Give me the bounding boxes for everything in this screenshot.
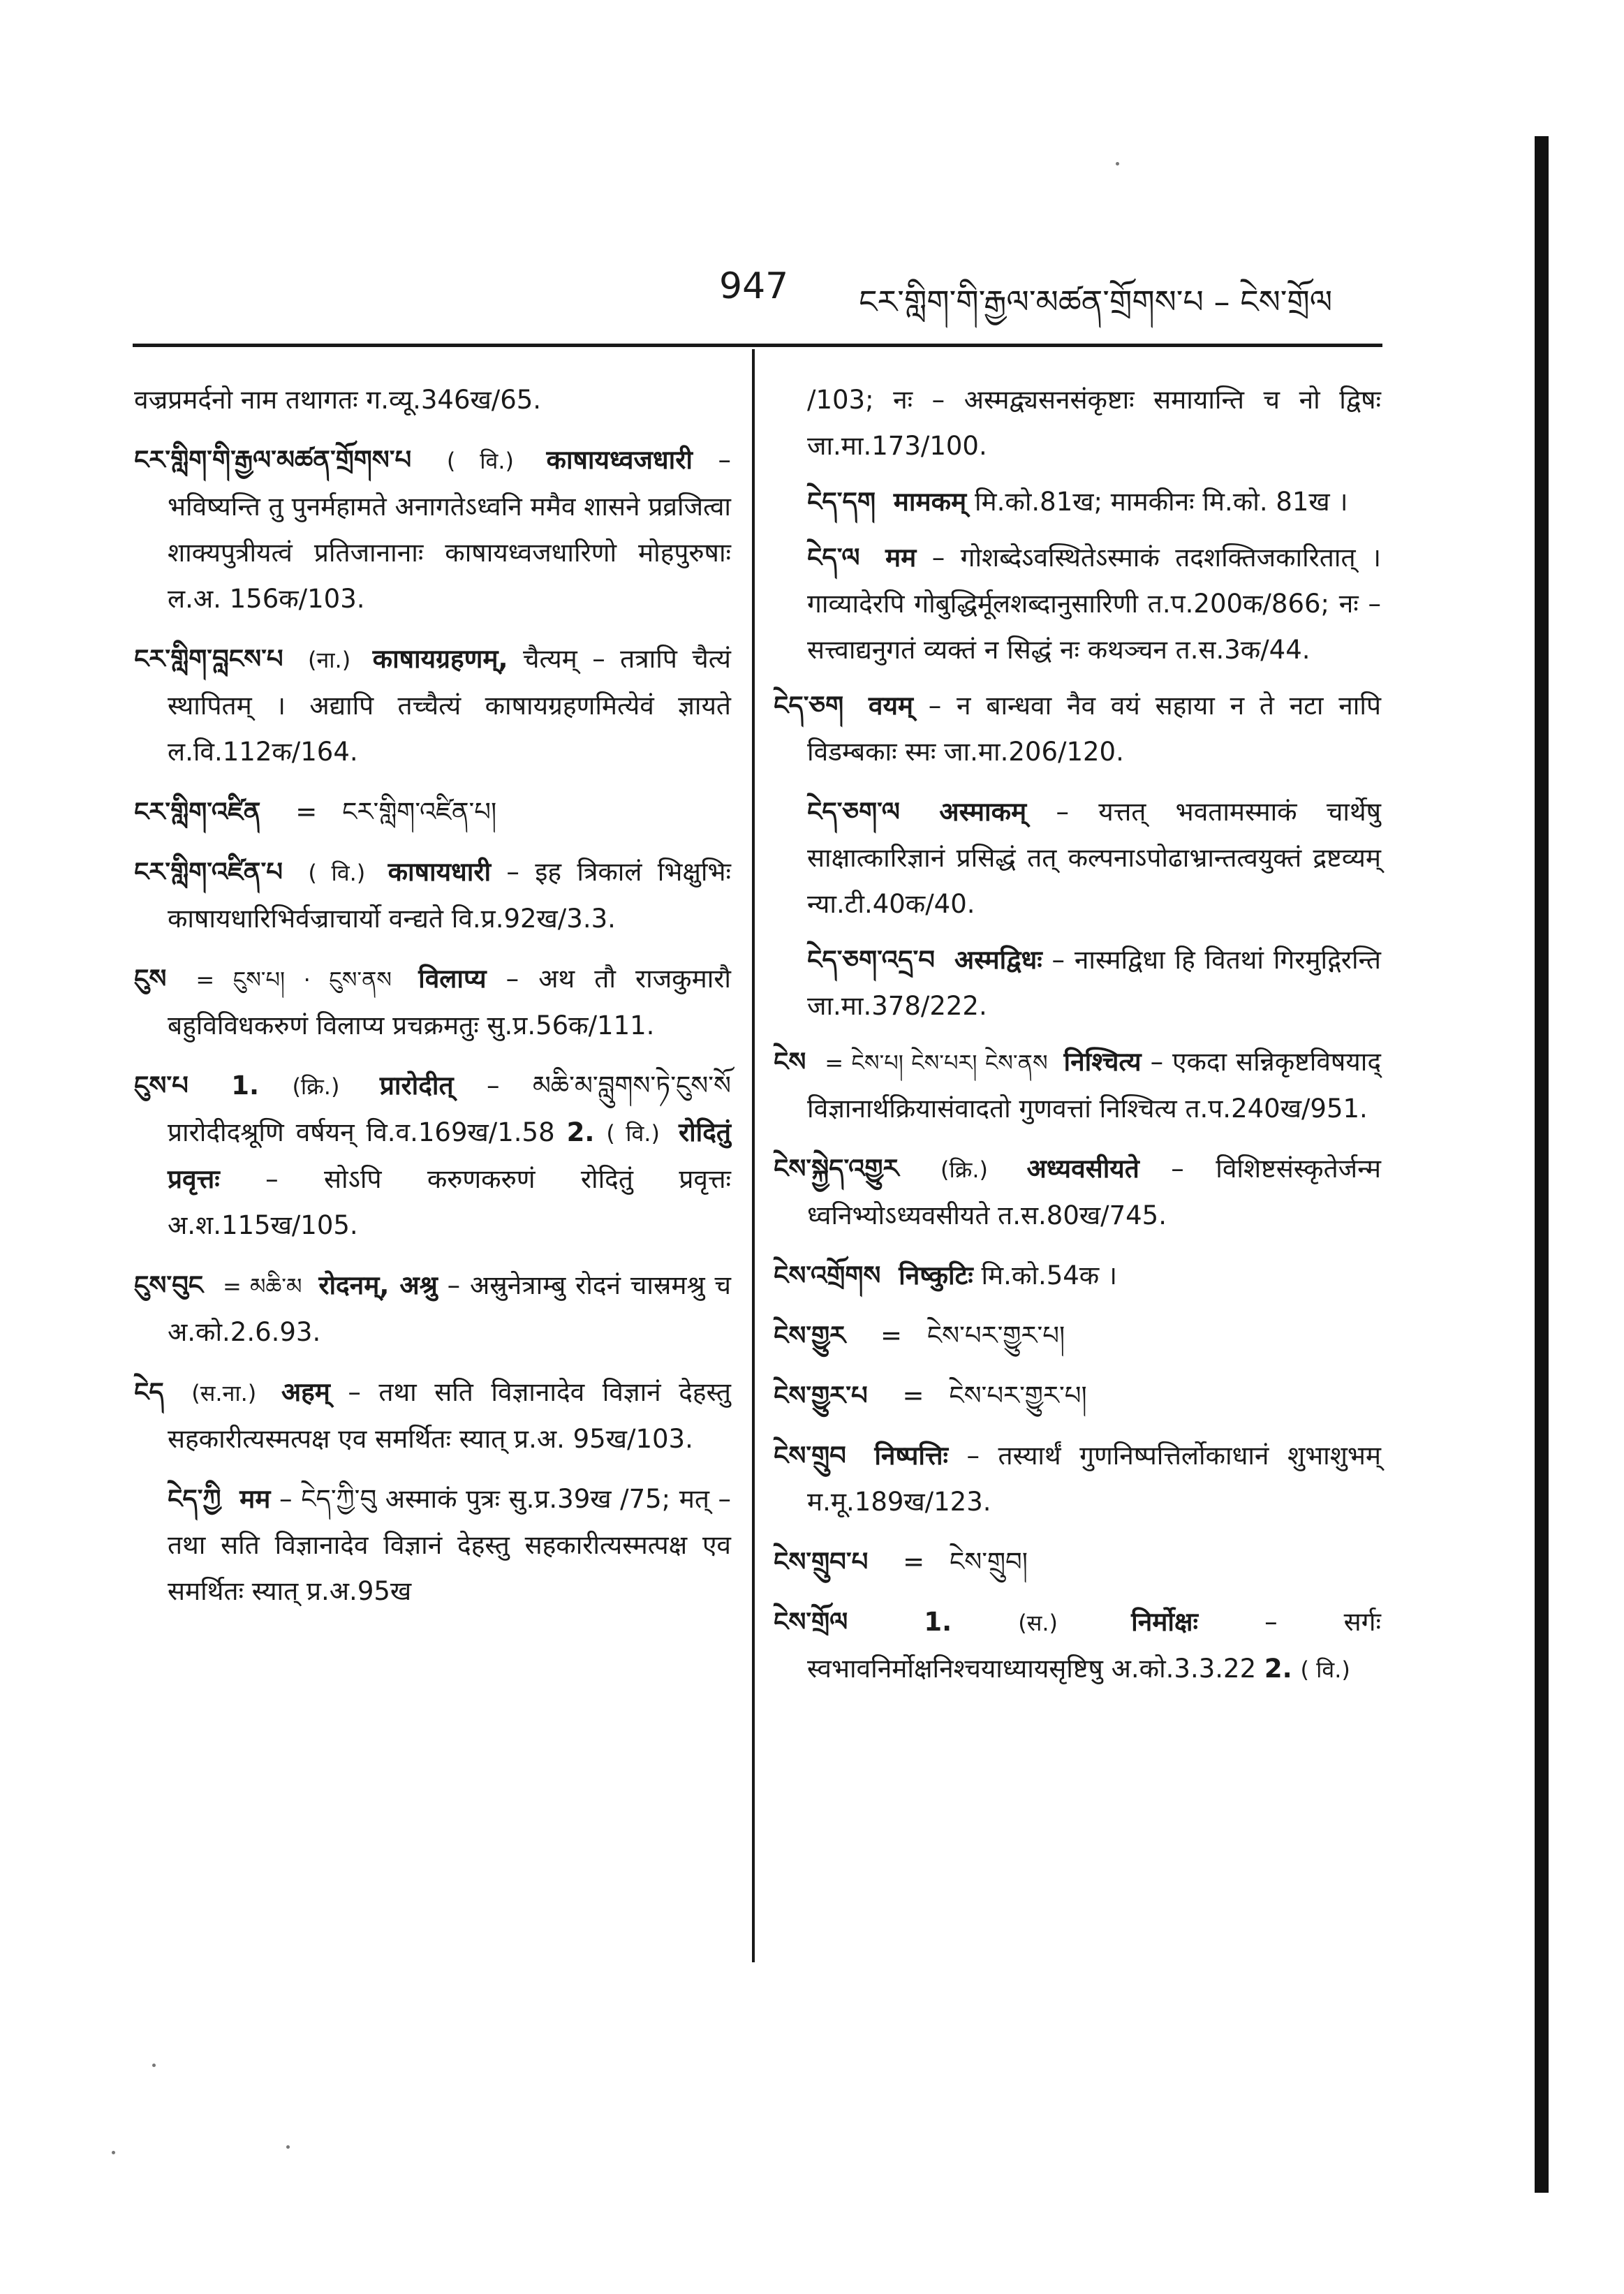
cross-reference: ངེས་པར་གྱུར་པ། xyxy=(949,1381,1087,1411)
entry-text: – एकदा सन्निकृष्टविषयाद् विज्ञानार्थक्रियासंवादतो गुणवत्तां निश्चित्य त.प.240ख/951. xyxy=(807,1047,1381,1124)
sense-number: 1. xyxy=(231,1071,260,1101)
tibetan-headword: ངར་གླིག་བླངས་པ xyxy=(134,644,283,674)
tibetan-headword: ངེས་གྲུབ xyxy=(774,1441,846,1471)
grammar-tag: (स.ना.) xyxy=(191,1380,257,1406)
entry-text: – यत्तत् भवतामस्माकं चार्थेषु साक्षात्कारिज्ञानं प्रसिद्धं तत् कल्पनाऽपोढाभ्रान्तत्वयुक्तं द्रष्टव्यम् न्या.टी.40क/40. xyxy=(807,797,1381,919)
running-head: ངར་གླིག་གི་རྒྱལ་མཚན་གྲོགས་པ – ངེས་གྲོལ xyxy=(859,283,1333,321)
dictionary-entry xyxy=(134,956,731,1049)
entry-text: – नास्मद्विधा हि वितथां गिरमुद्गिरन्ति जा.मा.378/222. xyxy=(807,945,1382,1021)
dictionary-entry xyxy=(774,1146,1381,1239)
edge-bar xyxy=(1535,136,1549,2193)
sanskrit-headword: मम xyxy=(885,543,917,573)
sense-number: 1. xyxy=(924,1607,952,1637)
dictionary-entry xyxy=(134,1263,731,1355)
entry-text: – भविष्यन्ति तु पुनर्महामते अनागतेऽध्वनि ममैव शासने प्रव्रजित्वा शाक्यपुत्रीयत्वं प्रतिजानानाः काषायध्वजधारिणो मोहपुरुषाः ल.अ. 156क/103. xyxy=(168,445,732,614)
sense-number: 2. xyxy=(1264,1654,1292,1684)
entry-text: – अस्रुनेत्राम्बु रोदनं चास्रमश्रु च अ.को.2.6.93. xyxy=(168,1270,731,1347)
grammar-tag: ( वि.) xyxy=(308,860,366,886)
dictionary-entry xyxy=(134,849,731,942)
dictionary-entry xyxy=(774,1433,1381,1525)
page-number: 947 xyxy=(719,265,789,307)
tibetan-headword: ངུས་བུང xyxy=(134,1270,204,1300)
tibetan-headword: ངར་གླིག་འཛིན་པ xyxy=(134,857,283,887)
sanskrit-headword: मम xyxy=(239,1484,271,1514)
dictionary-entry xyxy=(134,636,731,775)
speck xyxy=(152,2064,156,2067)
dictionary-entry xyxy=(774,1253,1381,1299)
tibetan-headword: ངེས་གྱུར xyxy=(774,1321,846,1351)
dictionary-entry xyxy=(134,1063,731,1249)
sub-entry xyxy=(774,789,1381,927)
entry-text: – सर्गः स्वभावनिर्मोक्षनिश्चयाध्यायसृष्टिषु अ.को.3.3.22 xyxy=(807,1607,1381,1684)
tibetan-headword: ངེད་ཅག་ལ xyxy=(807,797,900,827)
entry-text: – सोऽपि करुणकरुणं रोदितुं प्रवृत्तः अ.श.115ख/105. xyxy=(168,1164,731,1240)
speck xyxy=(286,2145,290,2149)
tibetan-headword: ངེས་གྱུར་པ xyxy=(774,1381,868,1411)
tibetan-headword: ངེས xyxy=(774,1047,806,1077)
tibetan-headword: ངེད་ཅག xyxy=(774,691,844,721)
sanskrit-headword: काषायध्वजधारी xyxy=(546,445,693,475)
tibetan-headword: ངེད་ཅག་འདྲ་བ xyxy=(807,945,936,975)
equals-sign: = xyxy=(295,797,318,827)
grammar-tag: ( वि.) xyxy=(446,448,514,474)
dictionary-entry xyxy=(774,1599,1381,1693)
tibetan-headword: ངར་གླིག་འཛིན xyxy=(134,797,261,827)
header-rule xyxy=(133,344,1382,347)
equals-sign: = xyxy=(902,1381,924,1411)
sanskrit-headword: काषायग्रहणम्, xyxy=(372,644,508,674)
tibetan-headword: ངུས་པ xyxy=(134,1071,189,1101)
left-column xyxy=(134,377,731,1624)
tibetan-headword: ངུས xyxy=(134,964,167,994)
cross-reference: = མཆི་མ xyxy=(223,1273,302,1300)
tibetan-headword: ངེས་གྲུབ་པ xyxy=(774,1547,869,1577)
cross-reference: ངར་གླིག་འཛིན་པ། xyxy=(342,797,497,827)
right-column xyxy=(774,377,1381,1707)
sanskrit-headword: मामकम् xyxy=(893,487,967,517)
grammar-tag: (ना.) xyxy=(308,647,351,673)
entry-text: प्रारोदीदश्रूणि वर्षयन् वि.व.169ख/1.58 xyxy=(168,1117,555,1147)
grammar-tag: ( वि.) xyxy=(606,1120,660,1147)
dictionary-entry xyxy=(134,437,731,622)
speck xyxy=(1116,162,1119,166)
tibetan-headword: ངེད་དག xyxy=(807,487,876,517)
grammar-tag: ( वि.) xyxy=(1300,1656,1350,1683)
sense-number: 2. xyxy=(566,1117,595,1147)
sanskrit-headword: अस्मद्विधः xyxy=(954,945,1042,975)
equals-sign: = xyxy=(903,1547,925,1577)
sanskrit-headword: अस्माकम् xyxy=(939,797,1027,827)
entry-text: – तथा सति विज्ञानादेव विज्ञानं देहस्तु सहकारीत्यस्मत्पक्ष एव समर्थितः स्यात् प्र.अ. 95ख/103. xyxy=(168,1377,731,1454)
grammar-tag: (स.) xyxy=(1018,1610,1058,1636)
tibetan-headword: ངེས་སྐྱེད་འགྱུར xyxy=(774,1154,899,1184)
sanskrit-headword: विलाप्य xyxy=(418,964,487,994)
entry-text: – तस्यार्थं गुणनिष्पत्तिर्लोकाधानं शुभाशुभम् म.मू.189ख/123. xyxy=(807,1441,1381,1517)
sub-entry xyxy=(774,479,1381,525)
sanskrit-headword: प्रारोदीत् xyxy=(379,1071,454,1101)
dictionary-entry xyxy=(134,1369,731,1462)
dictionary-entry xyxy=(774,683,1381,775)
entry-continuation: वज्रप्रमर्दनो नाम तथागतः ग.व्यू.346ख/65. xyxy=(134,385,542,415)
column-divider xyxy=(752,349,755,1962)
entry-text: मि.को.81ख; मामकीनः मि.को. 81ख । xyxy=(974,487,1348,517)
sanskrit-headword: रोदितुं प्रवृत्तः xyxy=(168,1117,731,1194)
cross-reference-entry xyxy=(774,1313,1381,1359)
cross-reference: = ངེས་པ། ངེས་པར། ངེས་ནས xyxy=(825,1050,1048,1076)
entry-text: – अथ तौ राजकुमारौ बहुविविधकरुणं विलाप्य प्रचक्रमतुः सु.प्र.56क/111. xyxy=(168,964,731,1041)
cross-reference-entry xyxy=(774,1539,1381,1585)
sanskrit-headword: रोदनम्, अश्रु xyxy=(318,1270,438,1300)
sanskrit-headword: वयम् xyxy=(868,691,914,721)
cross-reference: ངེས་གྲུབ། xyxy=(949,1547,1028,1577)
sub-entry xyxy=(134,1476,731,1615)
grammar-tag: (क्रि.) xyxy=(292,1073,340,1100)
cross-reference-entry xyxy=(134,789,731,835)
equals-sign: = xyxy=(880,1321,902,1351)
sanskrit-headword: निर्मोक्षः xyxy=(1131,1607,1198,1637)
entry-text: चैत्यम् – तत्रापि चैत्यं स्थापितम् । अद्यापि तच्चैत्यं काषायग्रहणमित्येवं ज्ञायते ल.वि.112क/164. xyxy=(168,644,731,767)
sanskrit-headword: अहम् xyxy=(281,1377,330,1407)
grammar-tag: (क्रि.) xyxy=(940,1156,989,1183)
entry-text: – गोशब्देऽवस्थितेऽस्माकं तदशक्तिजकारितात् । गाव्यादेरपि गोबुद्धिर्मूलशब्दानुसारिणी त.प.200क/866; नः – सत्त्वाद्यनुगतं व्यक्तं न सिद्धं नः कथञ्चन त.स.3क/44. xyxy=(807,543,1381,665)
tibetan-headword: ངེད་ལ xyxy=(807,543,860,573)
sanskrit-headword: निष्पत्तिः xyxy=(874,1441,949,1471)
sub-entry xyxy=(774,937,1381,1029)
speck xyxy=(112,2151,115,2154)
tibetan-headword: ངེས་འགྲོགས xyxy=(774,1260,881,1291)
tibetan-headword: ངར་གླིག་གི་རྒྱལ་མཚན་གྲོགས་པ xyxy=(134,445,412,475)
tibetan-headword: ངེད xyxy=(134,1377,164,1407)
dictionary-entry xyxy=(774,1039,1381,1132)
entry-text: – विशिष्टसंस्कृतेर्जन्म ध्वनिभ्योऽध्यवसीयते त.स.80ख/745. xyxy=(807,1154,1382,1230)
sanskrit-headword: अध्यवसीयते xyxy=(1026,1154,1139,1184)
sanskrit-headword: निश्चित्य xyxy=(1063,1047,1142,1077)
entry-text: – इह त्रिकालं भिक्षुभिः काषायधारिभिर्वज्राचार्यो वन्द्यते वि.प्र.92ख/3.3. xyxy=(168,857,731,934)
sanskrit-headword: काषायधारी xyxy=(387,857,492,887)
tibetan-headword: ངེས་གྲོལ xyxy=(774,1607,848,1637)
cross-reference: ངེས་པར་གྱུར་པ། xyxy=(927,1321,1065,1351)
cross-reference-entry xyxy=(774,1373,1381,1419)
entry-continuation: /103; नः – अस्मद्व्यसनसंकृष्टाः समायान्ति च नो द्विषः जा.मा.173/100. xyxy=(807,385,1381,461)
tibetan-headword: ངེད་ཀྱི xyxy=(168,1484,221,1514)
sub-entry xyxy=(774,535,1381,673)
entry-text: – ངེད་ཀྱི་བུ अस्माकं पुत्रः सु.प्र.39ख /75; मत् – तथा सति विज्ञानादेव विज्ञानं देहस्तु सहकारीत्यस्मत्पक्ष एव समर्थितः स्यात् प्र.अ.95ख xyxy=(168,1484,731,1606)
sanskrit-headword: निष्कुटिः xyxy=(899,1260,973,1291)
entry-text: मि.को.54क । xyxy=(981,1260,1117,1291)
tibetan-phrase: – མཆི་མ་བླུགས་ཏེ་ངུས་སོ xyxy=(486,1071,732,1101)
entry-text: – न बान्धवा नैव वयं सहाया न ते नटा नापि विडम्बकाः स्मः जा.मा.206/120. xyxy=(807,691,1381,767)
cross-reference: = ངུས་པ། · ངུས་ནས xyxy=(195,966,392,993)
